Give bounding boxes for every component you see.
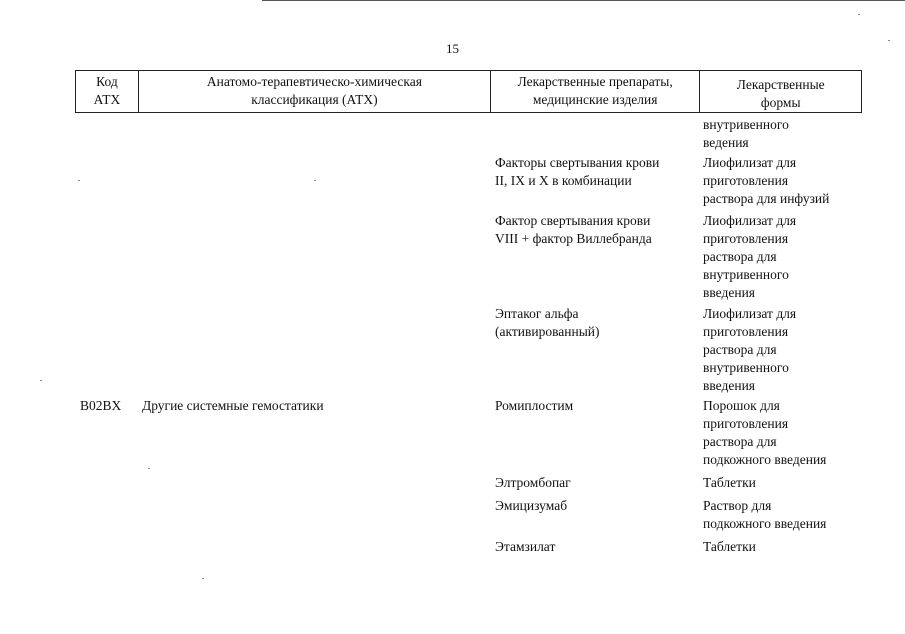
table-row-drug: Этамзилат [495, 539, 556, 554]
table-row-form: Таблетки [703, 475, 756, 490]
table-row-drug: Эптаког альфа (активированный) [495, 306, 600, 339]
table-header [75, 70, 862, 113]
table-row-drug: Ромиплостим [495, 398, 574, 413]
scan-speck [314, 180, 316, 181]
scan-speck [78, 180, 80, 181]
table-row-form: Лиофилизат для приготовления раствора для внутривенного введения [703, 306, 797, 393]
page-number: 15 [446, 41, 459, 56]
table-row-classification: Другие системные гемостатики [142, 398, 324, 413]
table-row-code: B02BX [80, 398, 122, 413]
table-row-form: внутривенного ведения [703, 117, 789, 150]
header-forms: Лекарственные формы [736, 77, 825, 110]
scan-speck [858, 14, 860, 15]
table-row-drug: Факторы свертывания крови II, IX и X в комбинации [495, 155, 660, 188]
table-row-drug: Эмицизумаб [495, 498, 568, 513]
header-drugs: Лекарственные препараты, медицинские изделия [491, 71, 700, 112]
scan-speck [202, 578, 204, 579]
table-row-drug: Элтромбопаг [495, 475, 571, 490]
table-row-form: Лиофилизат для приготовления раствора для внутривенного введения [703, 213, 797, 300]
header-code: Код АТХ [76, 71, 139, 112]
table-row-form: Таблетки [703, 539, 756, 554]
table-row-drug: Фактор свертывания крови VIII + фактор Виллебранда [495, 213, 652, 246]
scan-speck [40, 380, 42, 381]
table-row-form: Порошок для приготовления раствора для подкожного введения [703, 398, 827, 467]
page-top-edge [262, 0, 905, 1]
scan-speck [888, 40, 890, 41]
header-classification: Анатомо-терапевтическо-химическая классификация (АТХ) [139, 71, 491, 112]
table-row-form: Раствор для подкожного введения [703, 498, 827, 531]
table-row-form: Лиофилизат для приготовления раствора для инфузий [703, 155, 830, 206]
scan-speck [148, 468, 150, 469]
